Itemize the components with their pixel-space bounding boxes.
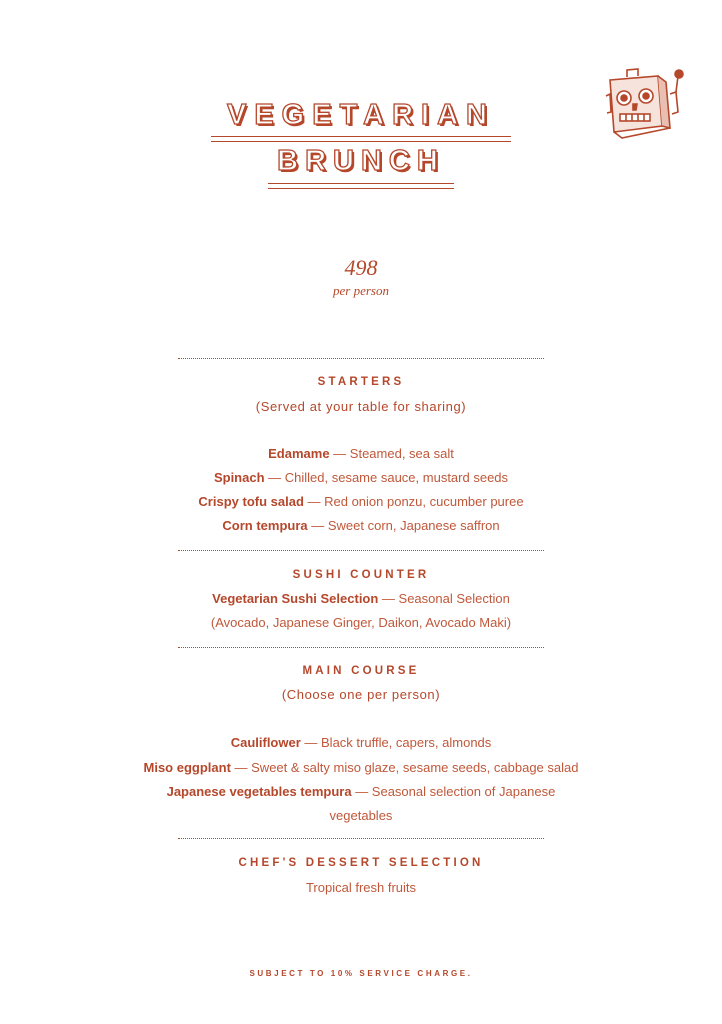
- menu-item: [0, 470, 722, 485]
- menu-item-name: Crispy tofu salad: [198, 494, 304, 509]
- menu-item: [0, 494, 722, 509]
- menu-item-name: Spinach: [213, 470, 265, 485]
- menu-item-name: Japanese vegetables tempura: [166, 784, 352, 799]
- title-underline-1: [211, 136, 511, 142]
- menu-item-description: — Seasonal selection of Japanese: [351, 784, 556, 799]
- price-unit: per person: [333, 283, 389, 298]
- menu-item-name: Corn tempura: [222, 518, 308, 533]
- menu-item-description: — Black truffle, capers, almonds: [300, 735, 492, 750]
- menu-item-name: Cauliflower: [230, 735, 301, 750]
- menu-item: [0, 735, 722, 750]
- menu-item-description: — Sweet corn, Japanese saffron: [307, 518, 500, 533]
- menu-item-description: — Steamed, sea salt: [329, 446, 454, 461]
- section-heading-starters: STARTERS: [317, 376, 405, 388]
- menu-item: [0, 784, 722, 799]
- menu-item-description: — Chilled, sesame sauce, mustard seeds: [264, 470, 509, 485]
- menu-item-name: Vegetarian Sushi Selection: [212, 591, 379, 606]
- section-note-main: (Choose one per person): [281, 687, 441, 702]
- menu-item-description: — Seasonal Selection: [378, 591, 510, 606]
- menu-item: [0, 518, 722, 533]
- page-title-line-1: VEGETARIAN: [227, 99, 495, 131]
- menu-item: [0, 760, 722, 775]
- divider: [178, 358, 544, 359]
- price-amount: 498: [344, 255, 378, 280]
- section-heading-sushi: SUSHI COUNTER: [292, 569, 430, 581]
- section-note-starters: (Served at your table for sharing): [255, 399, 467, 414]
- divider: [178, 838, 544, 839]
- section-heading-main: MAIN COURSE: [302, 665, 420, 677]
- menu-item: [0, 591, 722, 606]
- service-charge-note: SUBJECT TO 10% SERVICE CHARGE.: [249, 969, 473, 978]
- menu-item-name: Edamame: [268, 446, 330, 461]
- divider: [178, 647, 544, 648]
- menu-item-name: Miso eggplant: [143, 760, 231, 775]
- section-heading-dessert: CHEF'S DESSERT SELECTION: [238, 857, 484, 869]
- divider: [178, 550, 544, 551]
- menu-item-continuation: vegetables: [329, 808, 393, 823]
- menu-item-description: — Sweet & salty miso glaze, sesame seeds, cabbage salad: [230, 760, 579, 775]
- page-title-line-2: BRUNCH: [277, 145, 445, 177]
- section-note-dessert: Tropical fresh fruits: [305, 880, 417, 895]
- section-note-sushi: (Avocado, Japanese Ginger, Daikon, Avocado Maki): [210, 615, 512, 630]
- title-underline-2: [268, 183, 454, 189]
- menu-item-description: — Red onion ponzu, cucumber puree: [303, 494, 524, 509]
- menu-item: [0, 446, 722, 461]
